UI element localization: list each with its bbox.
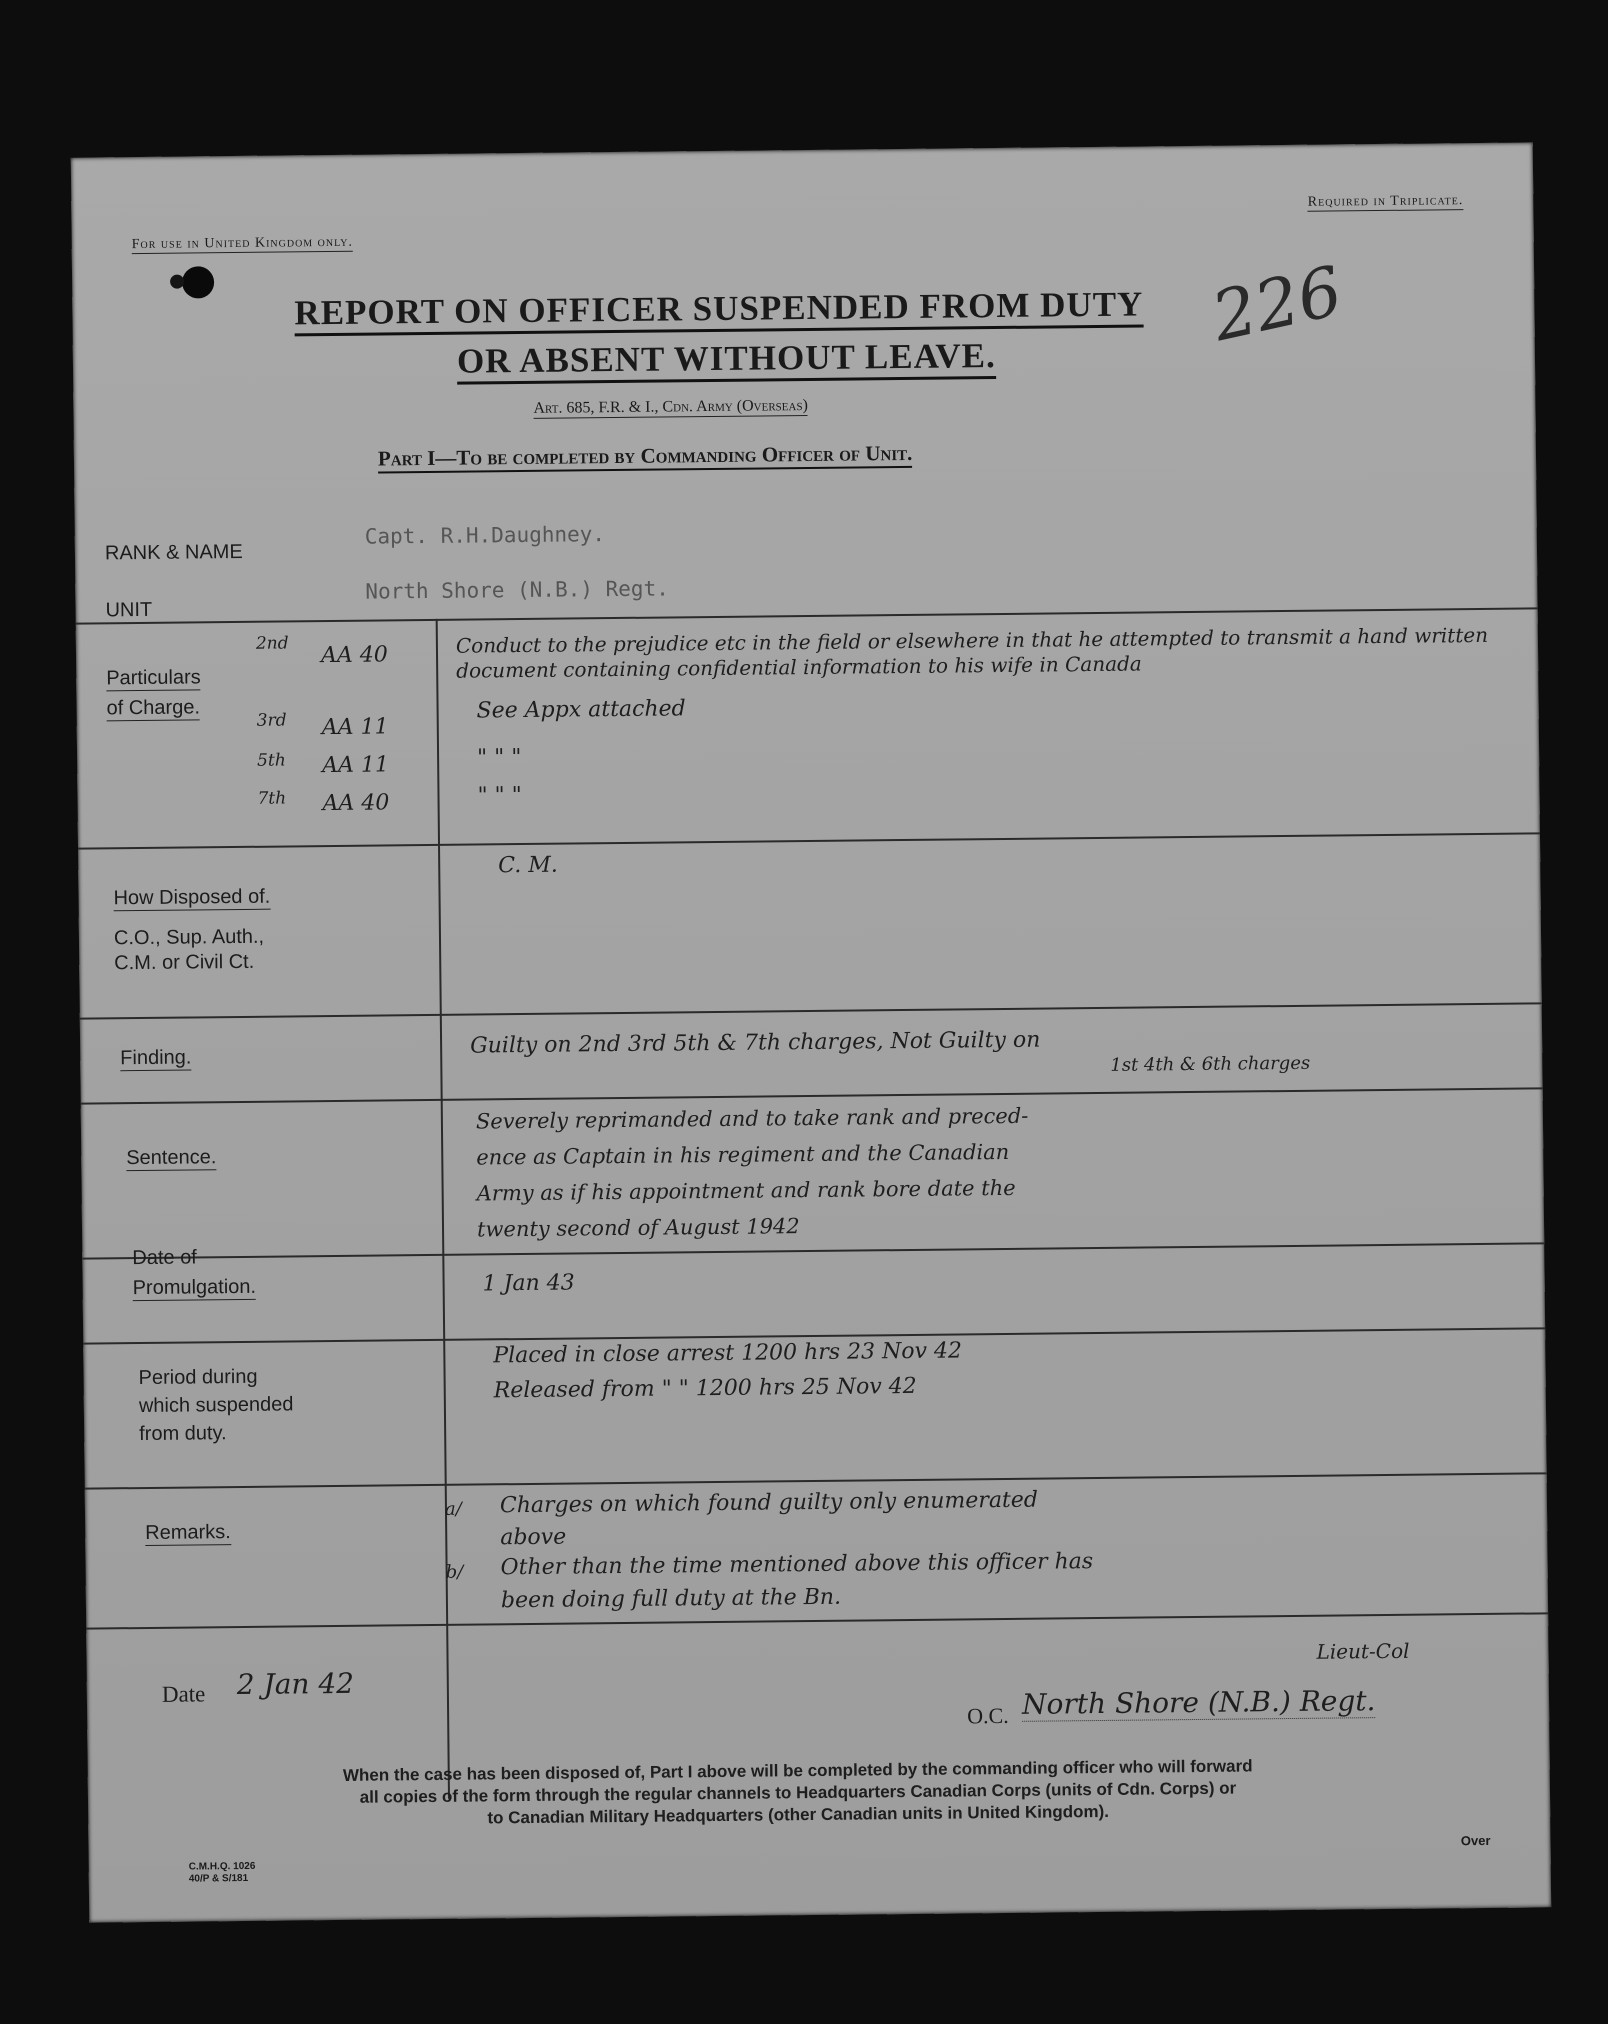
unit-label: UNIT [105, 598, 153, 622]
report-title-line1: REPORT ON OFFICER SUSPENDED FROM DUTY [294, 284, 1143, 336]
charge-text: " " " [477, 783, 522, 809]
charge-text: See Appx attached [476, 696, 686, 724]
sentence-line: Severely reprimanded and to take rank and preced- [475, 1103, 1029, 1134]
remarks-mark: a/ [444, 1498, 462, 1520]
unit-value: North Shore (N.B.) Regt. [365, 576, 669, 604]
disposed-sub-label-2: C.M. or Civil Ct. [114, 950, 255, 975]
charge-ordinal: 2nd [255, 633, 289, 654]
footer-instructions [208, 1754, 1389, 1832]
rank-name-label: RANK & NAME [104, 540, 243, 565]
finding-line-2: 1st 4th & 6th charges [1110, 1052, 1311, 1076]
charge-section: AA 40 [322, 790, 390, 817]
handwritten-doc-number: 226 [1205, 251, 1350, 358]
oc-value: North Shore (N.B.) Regt. [1021, 1684, 1376, 1721]
period-label-2: which suspended [138, 1393, 294, 1418]
promulgation-value: 1 Jan 43 [482, 1270, 575, 1297]
charge-text: " " " [476, 745, 522, 771]
period-line-2: Released from " " 1200 hrs 25 Nov 42 [493, 1373, 917, 1404]
part-heading: Part I—To be completed by Commanding Officer of Unit. [378, 441, 913, 474]
form-sheet [71, 142, 1551, 1922]
ink-blot-small [170, 275, 184, 289]
charge-ordinal: 3rd [256, 710, 287, 731]
charge-text: Conduct to the prejudice etc in the field or elsewhere in that he attempted to transmit a hand written document containing confidential information to his wife in Canada [455, 622, 1489, 683]
particulars-label-2: of Charge. [106, 696, 201, 720]
row-divider [80, 1002, 1542, 1019]
remarks-line: Other than the time mentioned above this officer has [500, 1549, 1094, 1581]
charge-section: AA 40 [320, 642, 388, 669]
signature: Lieut-Col [1316, 1638, 1410, 1664]
charge-section: AA 11 [321, 714, 389, 741]
required-note: Required in Triplicate. [1307, 193, 1464, 210]
row-divider [78, 832, 1540, 849]
report-title-line2: OR ABSENT WITHOUT LEAVE. [457, 336, 996, 385]
footer-line: to Canadian Military Headquarters (other Canadian units in United Kingdom). [487, 1801, 1110, 1828]
particulars-label: Particulars [106, 666, 201, 690]
rank-name-value: Capt. R.H.Daughney. [364, 522, 606, 549]
disposed-label: How Disposed of. [113, 885, 271, 910]
promulgation-label-2: Promulgation. [132, 1275, 257, 1300]
column-divider [436, 619, 450, 1799]
sentence-line: Army as if his appointment and rank bore date the [476, 1175, 1016, 1206]
disposed-value: C. M. [498, 852, 558, 879]
form-code-line: C.M.H.Q. 1026 [188, 1860, 256, 1873]
remarks-mark: b/ [445, 1561, 464, 1583]
footer-line: all copies of the form through the regular channels to Headquarters Canadian Corps (units of Cdn. Corps) or [359, 1778, 1237, 1807]
charge-ordinal: 7th [257, 788, 287, 809]
sentence-label: Sentence. [126, 1146, 217, 1170]
disposed-sub-label: C.O., Sup. Auth., [113, 925, 265, 950]
finding-line: Guilty on 2nd 3rd 5th & 7th charges, Not Guilty on [469, 1027, 1041, 1059]
row-divider [86, 1612, 1548, 1629]
charge-ordinal: 5th [257, 750, 286, 771]
period-line: Placed in close arrest 1200 hrs 23 Nov 42 [493, 1338, 963, 1369]
row-divider [82, 1242, 1544, 1259]
article-reference: Art. 685, F.R. & I., Cdn. Army (Overseas) [533, 396, 808, 417]
period-label-3: from duty. [139, 1422, 227, 1446]
promulgation-label: Date of [132, 1246, 197, 1270]
row-divider [76, 607, 1538, 624]
remarks-line: been doing full duty at the Bn. [500, 1584, 842, 1614]
date-value: 2 Jan 42 [236, 1666, 355, 1702]
form-code-line: 40/P & S/181 [188, 1872, 249, 1885]
sentence-line: ence as Captain in his regiment and the Canadian [476, 1139, 1010, 1170]
form-code [189, 1861, 256, 1886]
footer-line: When the case has been disposed of, Part I above will be completed by the commanding officer who will forward [342, 1756, 1253, 1785]
ink-blot [182, 266, 214, 298]
for-use-note: For use in United Kingdom only. [131, 234, 353, 253]
remarks-label: Remarks. [145, 1521, 231, 1544]
charge-section: AA 11 [322, 752, 390, 779]
row-divider [85, 1472, 1547, 1489]
sentence-line: twenty second of August 1942 [476, 1214, 800, 1242]
finding-label: Finding. [120, 1046, 192, 1070]
period-label: Period during [138, 1365, 258, 1390]
remarks-line: Charges on which found guilty only enumerated [499, 1487, 1039, 1519]
sentence-text [476, 1098, 1030, 1248]
form-over-note: Over [1460, 1832, 1491, 1849]
date-label: Date [161, 1681, 206, 1707]
remarks-line: above [500, 1524, 567, 1551]
oc-label: O.C. [967, 1702, 1009, 1729]
